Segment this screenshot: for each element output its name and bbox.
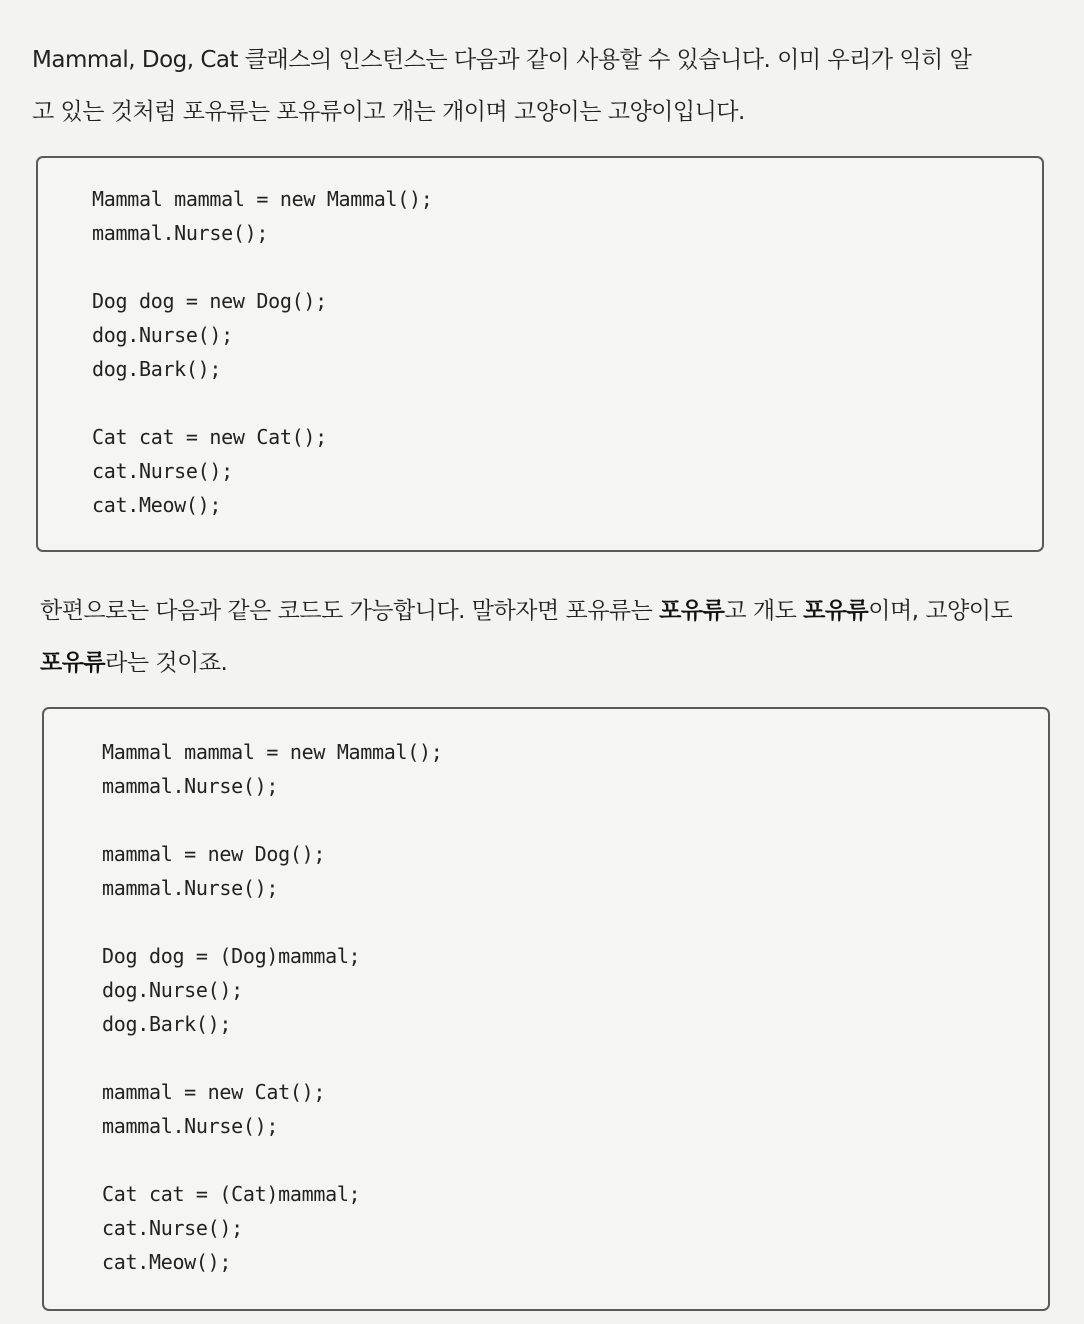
code-line: Cat cat = (Cat)mammal; [102,1182,361,1206]
code-listing-2 [102,735,443,1279]
code-line: cat.Meow(); [92,493,222,517]
polymorphism-paragraph-line-1 [40,585,1012,637]
code-line [92,386,433,420]
code-line: Dog dog = new Dog(); [92,289,327,313]
code-line: mammal.Nurse(); [102,876,279,900]
code-line [102,905,443,939]
code-line [102,1041,443,1075]
text-segment: 라는 것이죠. [105,650,228,676]
code-line: dog.Bark(); [102,1012,232,1036]
code-block-casting [42,707,1050,1311]
intro-paragraph-line-2: 고 있는 것처럼 포유류는 포유류이고 개는 개이며 고양이는 고양이입니다. [32,99,745,125]
code-line: cat.Nurse(); [102,1216,243,1240]
code-line: Mammal mammal = new Mammal(); [92,187,433,211]
text-segment: 고 개도 [724,598,804,624]
intro-paragraph-line-1: Mammal, Dog, Cat 클래스의 인스턴스는 다음과 같이 사용할 수 있습니다. 이미 우리가 익히 알 [32,47,972,73]
intro-paragraph [32,34,971,138]
code-listing-1 [92,182,433,522]
code-line: Cat cat = new Cat(); [92,425,327,449]
code-line: mammal.Nurse(); [102,1114,279,1138]
code-line: mammal.Nurse(); [102,774,279,798]
code-line [92,250,433,284]
code-line: dog.Nurse(); [92,323,233,347]
text-segment: 한편으로는 다음과 같은 코드도 가능합니다. 말하자면 포유류는 [40,598,660,624]
code-line: Mammal mammal = new Mammal(); [102,740,443,764]
bold-term: 포유류 [803,598,869,624]
code-line: dog.Nurse(); [102,978,243,1002]
code-line: cat.Meow(); [102,1250,232,1274]
code-line [102,1143,443,1177]
code-block-basic-usage [36,156,1044,552]
code-line: cat.Nurse(); [92,459,233,483]
code-line: Dog dog = (Dog)mammal; [102,944,361,968]
bold-term: 포유류 [659,598,725,624]
code-line [102,803,443,837]
code-line: mammal.Nurse(); [92,221,269,245]
code-line: mammal = new Dog(); [102,842,326,866]
code-line: mammal = new Cat(); [102,1080,326,1104]
bold-term: 포유류 [40,650,106,676]
polymorphism-paragraph [40,585,1012,689]
polymorphism-paragraph-line-2 [40,637,1012,689]
text-segment: 이며, 고양이도 [868,598,1013,624]
code-line: dog.Bark(); [92,357,222,381]
